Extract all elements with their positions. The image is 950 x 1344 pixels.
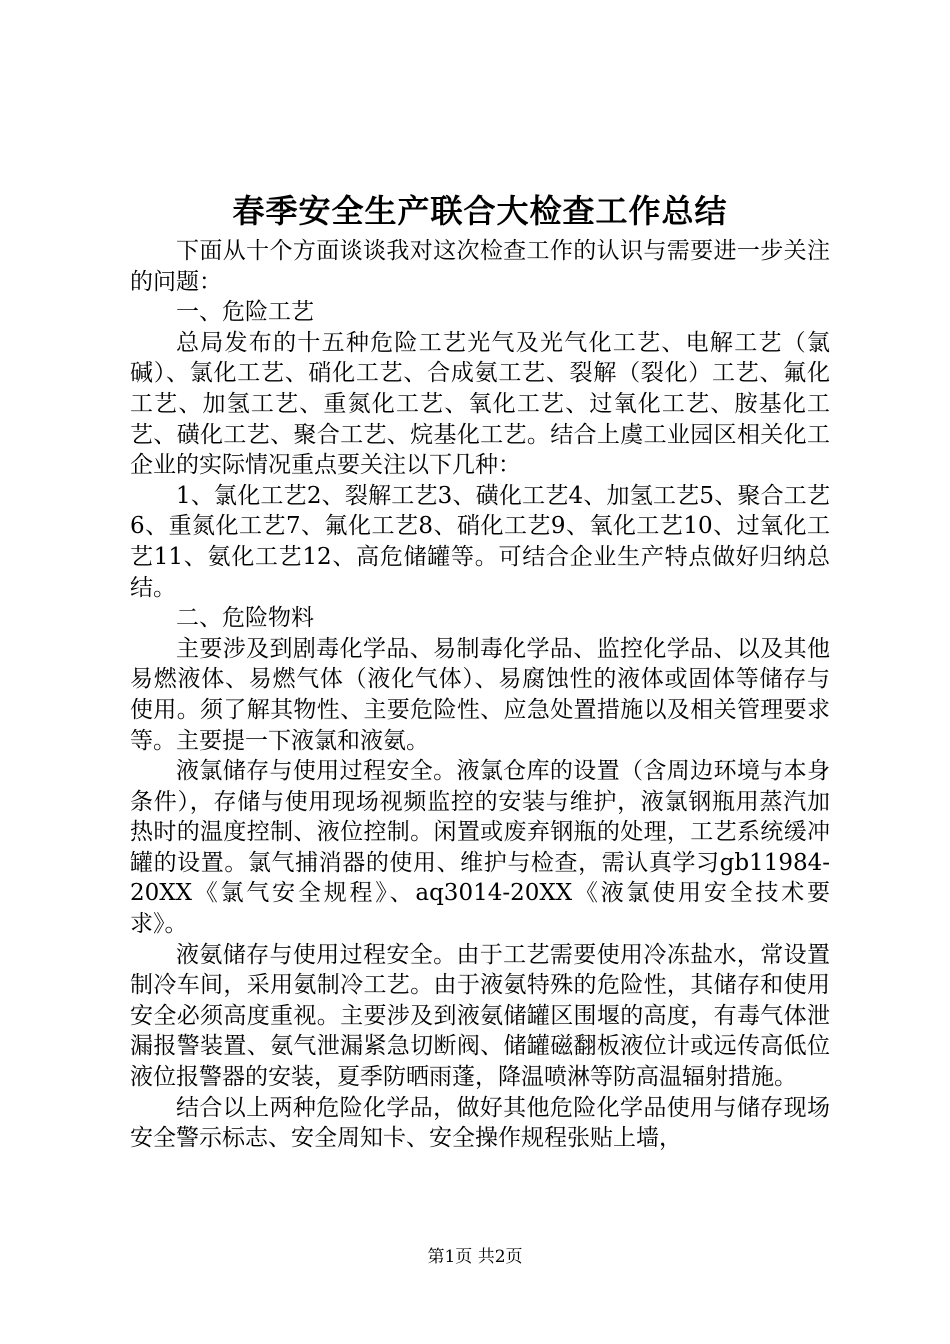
paragraph: 1、氯化工艺2、裂解工艺3、磺化工艺4、加氢工艺5、聚合工艺6、重氮化工艺7、氟化工艺8、硝化工艺9、氧化工艺10、过氧化工艺11、氨化工艺12、高危储罐等。可结合企业生产特点做好归纳总结。 (130, 482, 830, 601)
paragraph-intro: 下面从十个方面谈谈我对这次检查工作的认识与需要进一步关注的问题： (130, 238, 830, 295)
paragraph: 液氨储存与使用过程安全。由于工艺需要使用冷冻盐水，常设置制冷车间，采用氨制冷工艺。由于液氨特殊的危险性，其储存和使用安全必须高度重视。主要涉及到液氨储罐区围堰的高度，有毒气体泄漏报警装置、氨气泄漏紧急切断阀、储罐磁翻板液位计或远传高低位液位报警器的安装，夏季防晒雨蓬，降温喷淋等防高温辐射措施。 (130, 941, 830, 1091)
paragraph: 总局发布的十五种危险工艺光气及光气化工艺、电解工艺（氯碱）、氯化工艺、硝化工艺、合成氨工艺、裂解（裂化）工艺、氟化工艺、加氢工艺、重氮化工艺、氧化工艺、过氧化工艺、胺基化工艺、磺化工艺、聚合工艺、烷基化工艺。结合上虞工业园区相关化工企业的实际情况重点要关注以下几种： (130, 329, 830, 479)
section-heading-1: 一、危险工艺 (176, 299, 314, 326)
document-body (130, 236, 830, 1154)
paragraph: 液氯储存与使用过程安全。液氯仓库的设置（含周边环境与本身条件），存储与使用现场视频监控的安装与维护，液氯钢瓶用蒸汽加热时的温度控制、液位控制。闲置或废弃钢瓶的处理，工艺系统缓冲罐的设置。氯气捕消器的使用、维护与检查，需认真学习gb11984-20XX《氯气安全规程》、aq3014-20XX《液氯使用安全技术要求》。 (130, 758, 830, 938)
paragraph: 主要涉及到剧毒化学品、易制毒化学品、监控化学品、以及其他易燃液体、易燃气体（液化气体）、易腐蚀性的液体或固体等储存与使用。须了解其物性、主要危险性、应急处置措施以及相关管理要求等。主要提一下液氯和液氨。 (130, 635, 830, 754)
section-heading-2: 二、危险物料 (176, 605, 314, 632)
paragraph: 结合以上两种危险化学品，做好其他危险化学品使用与储存现场安全警示标志、安全周知卡、安全操作规程张贴上墙， (130, 1094, 830, 1152)
page-footer: 第1页 共2页 (427, 1247, 523, 1267)
document-title: 春季安全生产联合大检查工作总结 (232, 192, 728, 230)
